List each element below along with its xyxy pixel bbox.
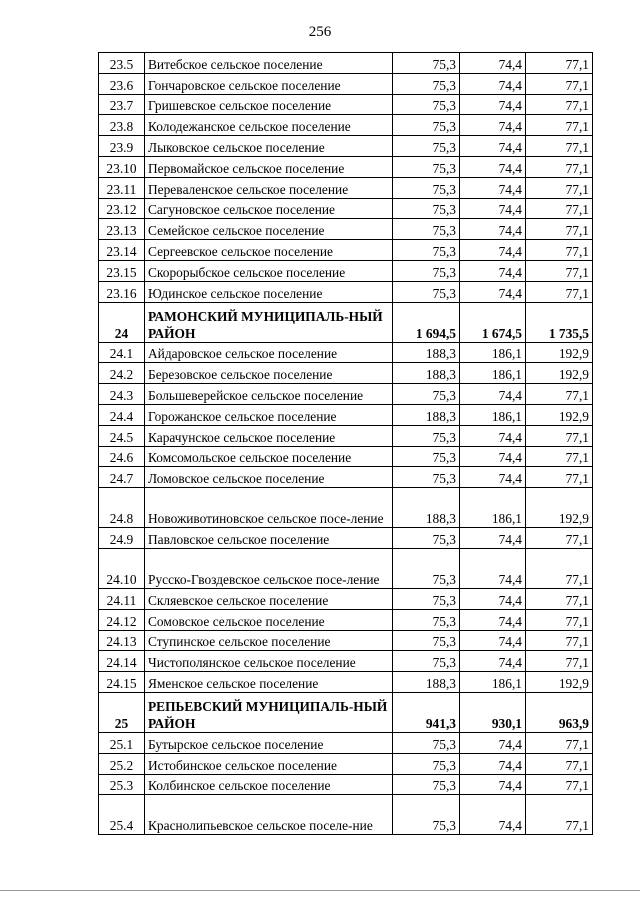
settlement-name: Лыковское сельское поселение — [145, 136, 393, 157]
table-row — [99, 115, 593, 136]
row-number: 25.3 — [99, 774, 145, 795]
table-row — [99, 281, 593, 302]
row-number: 23.16 — [99, 281, 145, 302]
value-col-1: 75,3 — [393, 774, 460, 795]
page-bottom-rule — [0, 890, 640, 891]
value-col-2: 74,4 — [460, 753, 526, 774]
table-row — [99, 404, 593, 425]
row-number: 24 — [99, 302, 145, 342]
value-col-2: 74,4 — [460, 548, 526, 588]
value-col-1: 75,3 — [393, 198, 460, 219]
value-col-1: 188,3 — [393, 672, 460, 693]
table-row — [99, 588, 593, 609]
table-row — [99, 630, 593, 651]
value-col-3: 77,1 — [526, 732, 593, 753]
value-col-2: 74,4 — [460, 198, 526, 219]
row-number: 23.11 — [99, 177, 145, 198]
district-row — [99, 692, 593, 732]
row-number: 24.13 — [99, 630, 145, 651]
value-col-2: 74,4 — [460, 425, 526, 446]
value-col-2: 74,4 — [460, 94, 526, 115]
value-col-1: 75,3 — [393, 53, 460, 74]
table-row — [99, 467, 593, 488]
value-col-3: 77,1 — [526, 384, 593, 405]
value-col-2: 1 674,5 — [460, 302, 526, 342]
settlement-name: Колбинское сельское поселение — [145, 774, 393, 795]
settlement-name: Истобинское сельское поселение — [145, 753, 393, 774]
value-col-1: 75,3 — [393, 240, 460, 261]
table-row — [99, 136, 593, 157]
value-col-3: 77,1 — [526, 548, 593, 588]
value-col-3: 77,1 — [526, 609, 593, 630]
value-col-3: 77,1 — [526, 219, 593, 240]
value-col-1: 75,3 — [393, 630, 460, 651]
value-col-2: 74,4 — [460, 630, 526, 651]
settlement-name: Скорорыбское сельское поселение — [145, 260, 393, 281]
row-number: 24.11 — [99, 588, 145, 609]
value-col-3: 77,1 — [526, 651, 593, 672]
district-row — [99, 302, 593, 342]
row-number: 24.6 — [99, 446, 145, 467]
value-col-2: 74,4 — [460, 260, 526, 281]
settlement-name: Ломовское сельское поселение — [145, 467, 393, 488]
value-col-2: 74,4 — [460, 732, 526, 753]
settlement-name: Гришевское сельское поселение — [145, 94, 393, 115]
settlement-name: Березовское сельское поселение — [145, 363, 393, 384]
row-number: 23.7 — [99, 94, 145, 115]
row-number: 24.14 — [99, 651, 145, 672]
value-col-1: 75,3 — [393, 651, 460, 672]
row-number: 23.9 — [99, 136, 145, 157]
table-row — [99, 73, 593, 94]
value-col-3: 77,1 — [526, 467, 593, 488]
table-row — [99, 156, 593, 177]
value-col-2: 74,4 — [460, 609, 526, 630]
value-col-1: 188,3 — [393, 488, 460, 528]
row-number: 25 — [99, 692, 145, 732]
value-col-1: 188,3 — [393, 342, 460, 363]
row-number: 24.9 — [99, 528, 145, 549]
settlement-name: Сергеевское сельское поселение — [145, 240, 393, 261]
value-col-3: 77,1 — [526, 73, 593, 94]
value-col-3: 1 735,5 — [526, 302, 593, 342]
row-number: 23.15 — [99, 260, 145, 281]
table-row — [99, 219, 593, 240]
value-col-1: 75,3 — [393, 156, 460, 177]
value-col-2: 74,4 — [460, 528, 526, 549]
settlement-name: Ступинское сельское поселение — [145, 630, 393, 651]
row-number: 24.12 — [99, 609, 145, 630]
value-col-2: 74,4 — [460, 73, 526, 94]
value-col-1: 75,3 — [393, 281, 460, 302]
value-col-1: 75,3 — [393, 548, 460, 588]
row-number: 24.1 — [99, 342, 145, 363]
value-col-2: 74,4 — [460, 467, 526, 488]
value-col-2: 930,1 — [460, 692, 526, 732]
table-row — [99, 528, 593, 549]
district-name: РЕПЬЕВСКИЙ МУНИЦИПАЛЬ-НЫЙ РАЙОН — [145, 692, 393, 732]
value-col-1: 75,3 — [393, 219, 460, 240]
row-number: 24.2 — [99, 363, 145, 384]
value-col-2: 74,4 — [460, 136, 526, 157]
value-col-1: 75,3 — [393, 588, 460, 609]
value-col-1: 75,3 — [393, 467, 460, 488]
settlement-name: Новоживотиновское сельское посе-ление — [145, 488, 393, 528]
page-number: 256 — [308, 24, 332, 40]
budget-table — [98, 52, 593, 835]
row-number: 23.13 — [99, 219, 145, 240]
value-col-3: 192,9 — [526, 363, 593, 384]
table-row — [99, 609, 593, 630]
row-number: 24.8 — [99, 488, 145, 528]
value-col-3: 77,1 — [526, 630, 593, 651]
settlement-name: Сомовское сельское поселение — [145, 609, 393, 630]
value-col-2: 74,4 — [460, 53, 526, 74]
value-col-1: 941,3 — [393, 692, 460, 732]
value-col-1: 75,3 — [393, 136, 460, 157]
value-col-1: 75,3 — [393, 115, 460, 136]
value-col-3: 77,1 — [526, 425, 593, 446]
value-col-2: 74,4 — [460, 219, 526, 240]
row-number: 23.10 — [99, 156, 145, 177]
row-number: 24.5 — [99, 425, 145, 446]
row-number: 25.1 — [99, 732, 145, 753]
settlement-name: Бутырское сельское поселение — [145, 732, 393, 753]
district-name: РАМОНСКИЙ МУНИЦИПАЛЬ-НЫЙ РАЙОН — [145, 302, 393, 342]
value-col-1: 75,3 — [393, 73, 460, 94]
value-col-3: 192,9 — [526, 672, 593, 693]
table-row — [99, 260, 593, 281]
settlement-name: Семейское сельское поселение — [145, 219, 393, 240]
value-col-2: 74,4 — [460, 795, 526, 835]
value-col-1: 75,3 — [393, 94, 460, 115]
value-col-3: 77,1 — [526, 53, 593, 74]
row-number: 23.6 — [99, 73, 145, 94]
table-row — [99, 548, 593, 588]
table-row — [99, 53, 593, 74]
value-col-3: 77,1 — [526, 177, 593, 198]
table-row — [99, 774, 593, 795]
value-col-1: 188,3 — [393, 363, 460, 384]
table-row — [99, 651, 593, 672]
settlement-name: Первомайское сельское поселение — [145, 156, 393, 177]
value-col-1: 75,3 — [393, 528, 460, 549]
value-col-1: 75,3 — [393, 260, 460, 281]
row-number: 24.3 — [99, 384, 145, 405]
table-row — [99, 342, 593, 363]
value-col-3: 77,1 — [526, 115, 593, 136]
value-col-3: 192,9 — [526, 404, 593, 425]
settlement-name: Павловское сельское поселение — [145, 528, 393, 549]
value-col-1: 75,3 — [393, 609, 460, 630]
table-row — [99, 384, 593, 405]
row-number: 23.8 — [99, 115, 145, 136]
settlement-name: Русско-Гвоздевское сельское посе-ление — [145, 548, 393, 588]
value-col-3: 77,1 — [526, 198, 593, 219]
value-col-2: 74,4 — [460, 177, 526, 198]
table-row — [99, 198, 593, 219]
value-col-2: 186,1 — [460, 363, 526, 384]
value-col-3: 77,1 — [526, 528, 593, 549]
settlement-name: Карачунское сельское поселение — [145, 425, 393, 446]
value-col-1: 75,3 — [393, 425, 460, 446]
row-number: 24.15 — [99, 672, 145, 693]
value-col-2: 74,4 — [460, 115, 526, 136]
row-number: 24.4 — [99, 404, 145, 425]
value-col-3: 192,9 — [526, 342, 593, 363]
table-row — [99, 672, 593, 693]
settlement-name: Айдаровское сельское поселение — [145, 342, 393, 363]
settlement-name: Яменское сельское поселение — [145, 672, 393, 693]
value-col-2: 74,4 — [460, 774, 526, 795]
row-number: 23.14 — [99, 240, 145, 261]
row-number: 25.4 — [99, 795, 145, 835]
settlement-name: Сагуновское сельское поселение — [145, 198, 393, 219]
table-row — [99, 795, 593, 835]
value-col-3: 77,1 — [526, 240, 593, 261]
row-number: 24.10 — [99, 548, 145, 588]
value-col-1: 75,3 — [393, 384, 460, 405]
value-col-1: 188,3 — [393, 404, 460, 425]
value-col-2: 74,4 — [460, 384, 526, 405]
value-col-3: 77,1 — [526, 588, 593, 609]
settlement-name: Чистополянское сельское поселение — [145, 651, 393, 672]
value-col-2: 74,4 — [460, 588, 526, 609]
value-col-3: 77,1 — [526, 156, 593, 177]
table-row — [99, 363, 593, 384]
value-col-2: 186,1 — [460, 342, 526, 363]
table-row — [99, 240, 593, 261]
row-number: 23.12 — [99, 198, 145, 219]
value-col-1: 75,3 — [393, 446, 460, 467]
value-col-1: 75,3 — [393, 753, 460, 774]
value-col-2: 74,4 — [460, 240, 526, 261]
value-col-2: 186,1 — [460, 672, 526, 693]
settlement-name: Большеверейское сельское поселение — [145, 384, 393, 405]
table-row — [99, 488, 593, 528]
value-col-2: 74,4 — [460, 446, 526, 467]
settlement-name: Комсомольское сельское поселение — [145, 446, 393, 467]
value-col-2: 186,1 — [460, 404, 526, 425]
settlement-name: Скляевское сельское поселение — [145, 588, 393, 609]
value-col-3: 77,1 — [526, 795, 593, 835]
settlement-name: Колодежанское сельское поселение — [145, 115, 393, 136]
value-col-2: 74,4 — [460, 156, 526, 177]
value-col-3: 77,1 — [526, 446, 593, 467]
value-col-1: 75,3 — [393, 732, 460, 753]
value-col-3: 77,1 — [526, 94, 593, 115]
value-col-3: 963,9 — [526, 692, 593, 732]
value-col-3: 77,1 — [526, 774, 593, 795]
table-row — [99, 425, 593, 446]
row-number: 24.7 — [99, 467, 145, 488]
table-row — [99, 753, 593, 774]
settlement-name: Горожанское сельское поселение — [145, 404, 393, 425]
table-row — [99, 177, 593, 198]
value-col-3: 77,1 — [526, 260, 593, 281]
value-col-3: 77,1 — [526, 281, 593, 302]
settlement-name: Витебское сельское поселение — [145, 53, 393, 74]
value-col-3: 77,1 — [526, 753, 593, 774]
table-row — [99, 446, 593, 467]
value-col-1: 1 694,5 — [393, 302, 460, 342]
value-col-1: 75,3 — [393, 795, 460, 835]
settlement-name: Гончаровское сельское поселение — [145, 73, 393, 94]
value-col-3: 77,1 — [526, 136, 593, 157]
value-col-2: 186,1 — [460, 488, 526, 528]
row-number: 23.5 — [99, 53, 145, 74]
value-col-3: 192,9 — [526, 488, 593, 528]
settlement-name: Краснолипьевское сельское поселе-ние — [145, 795, 393, 835]
value-col-1: 75,3 — [393, 177, 460, 198]
settlement-name: Юдинское сельское поселение — [145, 281, 393, 302]
value-col-2: 74,4 — [460, 651, 526, 672]
row-number: 25.2 — [99, 753, 145, 774]
table-row — [99, 732, 593, 753]
settlement-name: Перевaленское сельское поселение — [145, 177, 393, 198]
table-row — [99, 94, 593, 115]
value-col-2: 74,4 — [460, 281, 526, 302]
